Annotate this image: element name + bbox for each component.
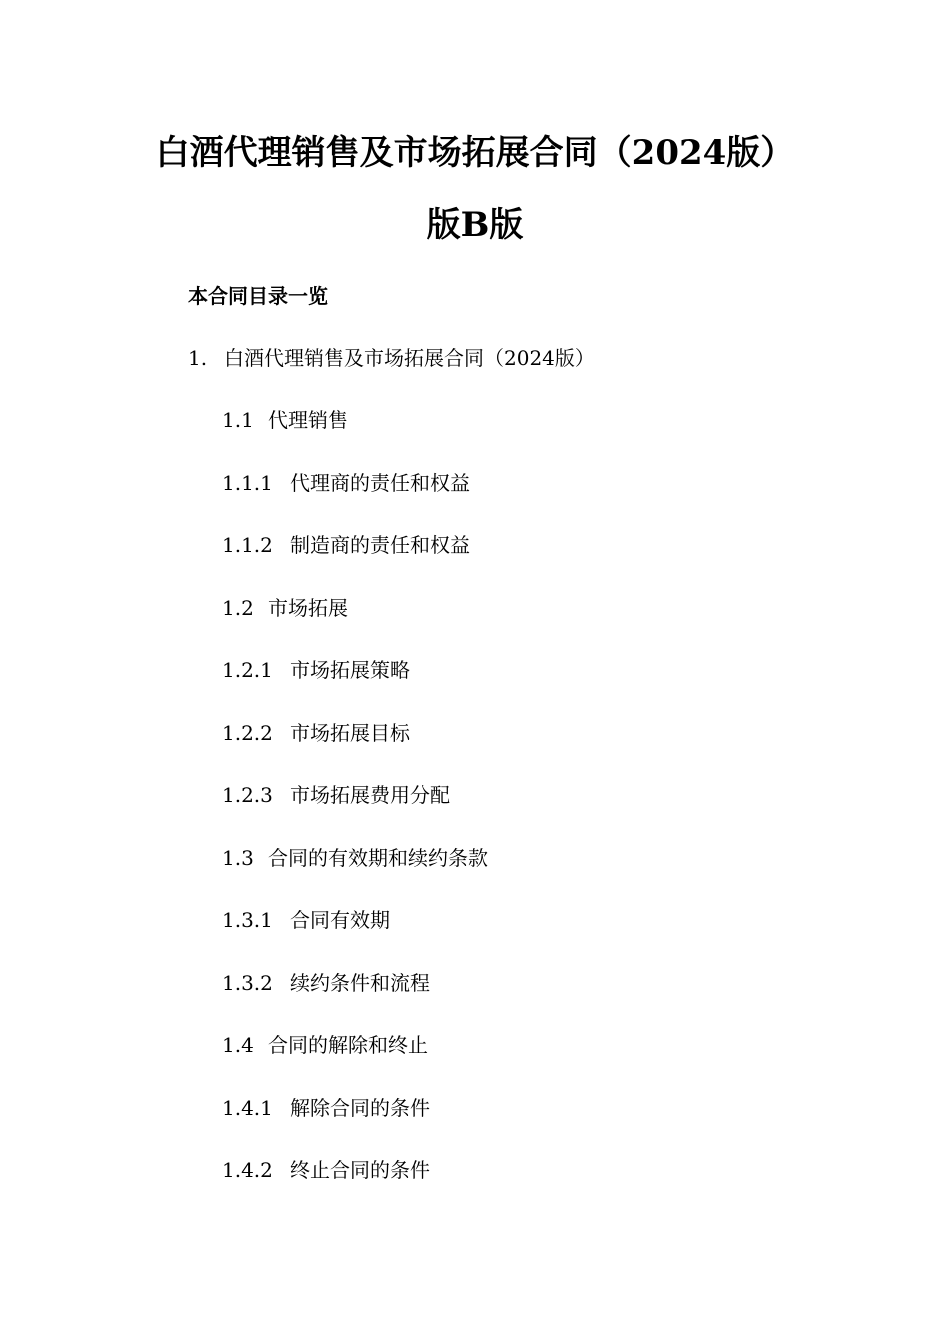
toc-item-text: 白酒代理销售及市场拓展合同（2024版） [224,346,595,370]
toc-item [222,533,470,557]
toc-item-text: 终止合同的条件 [290,1158,430,1182]
toc-item-text: 市场拓展目标 [290,721,410,745]
document-title: 白酒代理销售及市场拓展合同（2024版） [155,133,795,173]
toc-item-number: 1.2.2 [222,721,273,745]
toc-item [222,846,488,870]
toc-item-text: 续约条件和流程 [290,971,430,995]
toc-item [222,408,348,432]
toc-item-text: 代理销售 [268,408,348,432]
toc-item [222,658,410,682]
toc-item-text: 合同的有效期和续约条款 [268,846,488,870]
toc-item [222,471,470,495]
toc-item [222,1096,430,1120]
toc-item-text: 制造商的责任和权益 [290,533,470,557]
toc-item-text: 代理商的责任和权益 [290,471,470,495]
toc-item-text: 合同的解除和终止 [268,1033,428,1057]
toc-item-number: 1.2.1 [222,658,273,682]
toc-item-text: 市场拓展费用分配 [290,783,450,807]
toc-item-number: 1.1.2 [222,533,273,557]
toc-heading: 本合同目录一览 [188,284,328,308]
toc-item-number: 1. [188,346,208,370]
toc-item-number: 1.2.3 [222,783,273,807]
toc-item-number: 1.3 [222,846,254,870]
toc-item-text: 市场拓展策略 [290,658,410,682]
toc-item-number: 1.1.1 [222,471,273,495]
toc-item-text: 合同有效期 [290,908,390,932]
toc-item [222,908,390,932]
toc-item [222,596,348,620]
toc-item-number: 1.1 [222,408,254,432]
toc-item-number: 1.4.2 [222,1158,273,1182]
toc-item-number: 1.3.2 [222,971,273,995]
toc-item-number: 1.2 [222,596,254,620]
toc-item [222,1158,430,1182]
toc-item-number: 1.4 [222,1033,254,1057]
toc-item [222,721,410,745]
toc-item [222,1033,428,1057]
toc-item [222,971,430,995]
toc-item-number: 1.4.1 [222,1096,273,1120]
toc-item [222,783,450,807]
toc-item-number: 1.3.1 [222,908,273,932]
toc-item-text: 市场拓展 [268,596,348,620]
toc-item-text: 解除合同的条件 [290,1096,430,1120]
document-subtitle: 版B版 [426,205,524,245]
toc-item [188,346,595,370]
